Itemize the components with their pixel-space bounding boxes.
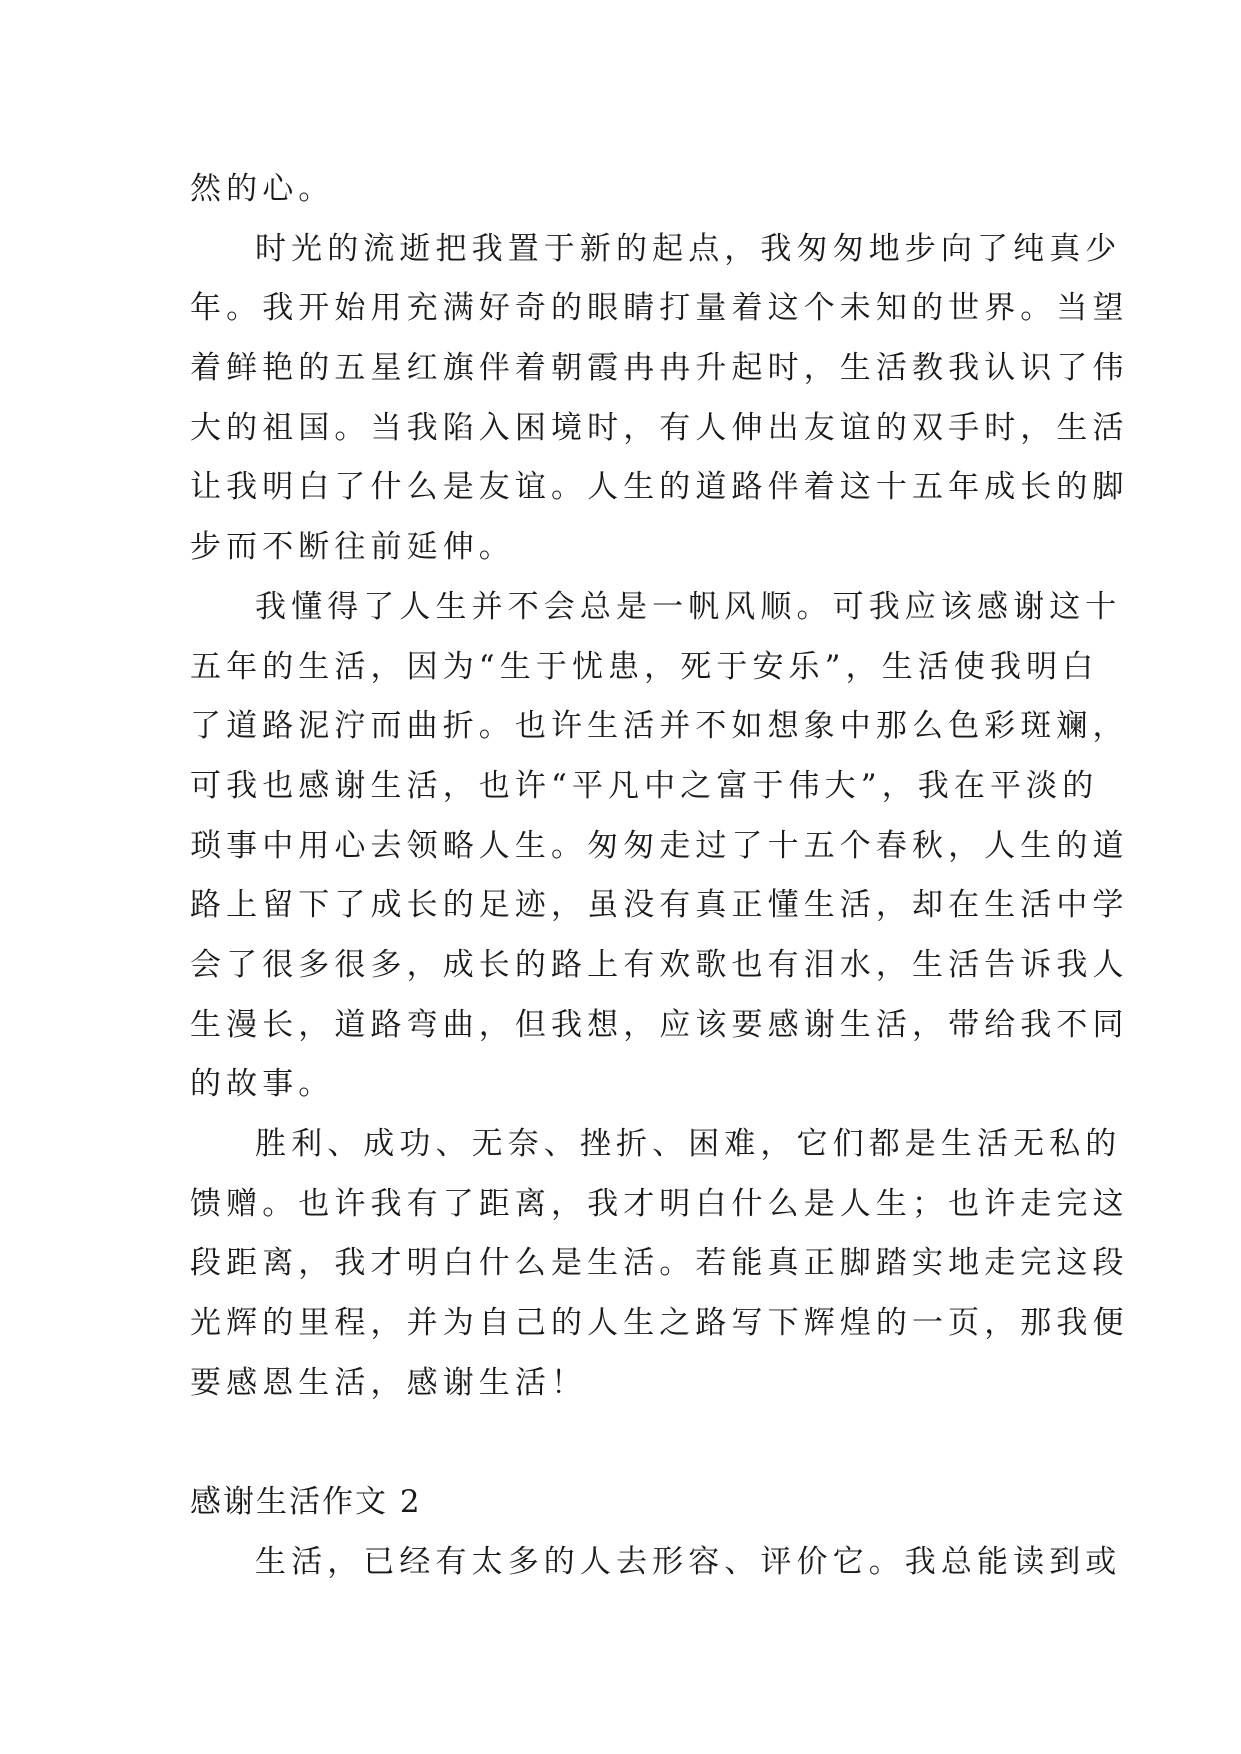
paragraph-first-line: 胜利、成功、无奈、挫折、困难，它们都是生活无私的: [255, 1126, 1122, 1162]
blank-line: [190, 1413, 1052, 1473]
text-line: 会了很多很多，成长的路上有欢歌也有泪水，生活告诉我人: [190, 946, 1129, 983]
text-line: 年。我开始用充满好奇的眼睛打量着这个未知的世界。当望: [190, 290, 1129, 327]
text-line: 要感恩生活，感谢生活！: [190, 1364, 588, 1401]
section-heading: 感谢生活作文 2: [190, 1484, 422, 1521]
text-line: 可我也感谢生活，也许“平凡中之富于伟大”，我在平淡的: [190, 767, 1099, 804]
text-line: 让我明白了什么是友谊。人生的道路伴着这十五年成长的脚: [190, 469, 1129, 506]
text-line: 五年的生活，因为“生于忧患，死于安乐”，生活使我明白: [190, 648, 1099, 685]
text-line: 光辉的里程，并为自己的人生之路写下辉煌的一页，那我便: [190, 1305, 1129, 1342]
text-line: 着鲜艳的五星红旗伴着朝霞冉冉升起时，生活教我认识了伟: [190, 350, 1129, 387]
paragraph-first-line: 生活，已经有太多的人去形容、评价它。我总能读到或: [255, 1543, 1122, 1580]
text-line: 段距离，我才明白什么是生活。若能真正脚踏实地走完这段: [190, 1245, 1129, 1282]
text-line: 馈赠。也许我有了距离，我才明白什么是人生；也许走完这: [190, 1185, 1129, 1222]
paragraph-first-line: 我懂得了人生并不会总是一帆风顺。可我应该感谢这十: [255, 588, 1122, 625]
text-line: 生漫长，道路弯曲，但我想，应该要感谢生活，带给我不同: [190, 1006, 1129, 1043]
text-line: 了道路泥泞而曲折。也许生活并不如想象中那么色彩斑斓，: [190, 708, 1129, 745]
text-line: 琐事中用心去领略人生。匆匆走过了十五个春秋，人生的道: [190, 827, 1129, 864]
text-line: 路上留下了成长的足迹，虽没有真正懂生活，却在生活中学: [190, 887, 1129, 924]
paragraph-first-line: 时光的流逝把我置于新的起点，我匆匆地步向了纯真少: [255, 230, 1122, 267]
text-line: 的故事。: [190, 1066, 335, 1103]
essay-body: [190, 160, 1129, 1593]
text-line: 步而不断往前延伸。: [190, 529, 515, 566]
text-line: 大的祖国。当我陷入困境时，有人伸出友谊的双手时，生活: [190, 409, 1129, 446]
text-line: 然的心。: [190, 171, 335, 207]
